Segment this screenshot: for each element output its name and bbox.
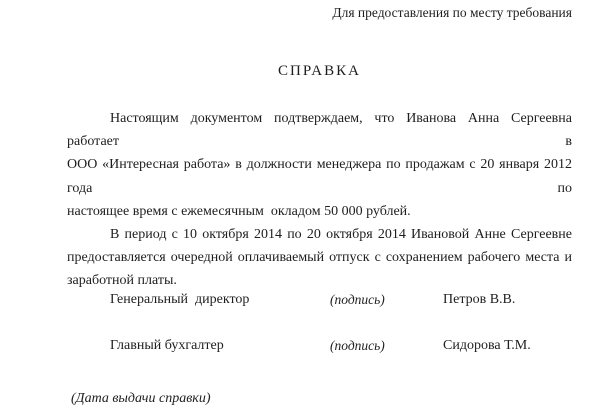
signature-role: Главный бухгалтер <box>110 338 224 353</box>
signature-role: Генеральный директор <box>110 292 250 307</box>
signature-caption: (подпись) <box>330 338 385 353</box>
signature-name: Петров В.В. <box>443 292 516 307</box>
paragraph-line: ООО «Интересная работа» в должности менеджера по продажам с 20 января 2012 года по <box>67 157 572 196</box>
signature-row-director <box>67 292 572 312</box>
paragraph-line: предоставляется очередной оплачиваемый отпуск с сохранением рабочего места и <box>67 250 572 266</box>
paragraph-line: Настоящим документом подтверждаем, что Иванова Анна Сергеевна работает в <box>67 111 572 150</box>
signature-caption: (подпись) <box>330 292 385 307</box>
clipped-date-line: (Дата выдачи справки) <box>71 391 211 406</box>
paragraph-vacation <box>67 223 572 293</box>
document-text <box>67 107 572 293</box>
signature-row-accountant <box>67 338 572 358</box>
document-title: СПРАВКА <box>278 63 361 79</box>
paragraph-line: настоящее время с ежемесячным окладом 50 000 рублей. <box>67 203 411 219</box>
signature-name: Сидорова Т.М. <box>443 338 531 353</box>
document-body <box>67 0 572 406</box>
paragraph-employment <box>67 107 572 223</box>
distribution-note: Для предоставления по месту требования <box>332 5 572 20</box>
paragraph-line: заработной платы. <box>67 273 177 289</box>
paragraph-line: В период с 10 октября 2014 по 20 октября 2014 Ивановой Анне Сергеевне <box>110 227 572 243</box>
